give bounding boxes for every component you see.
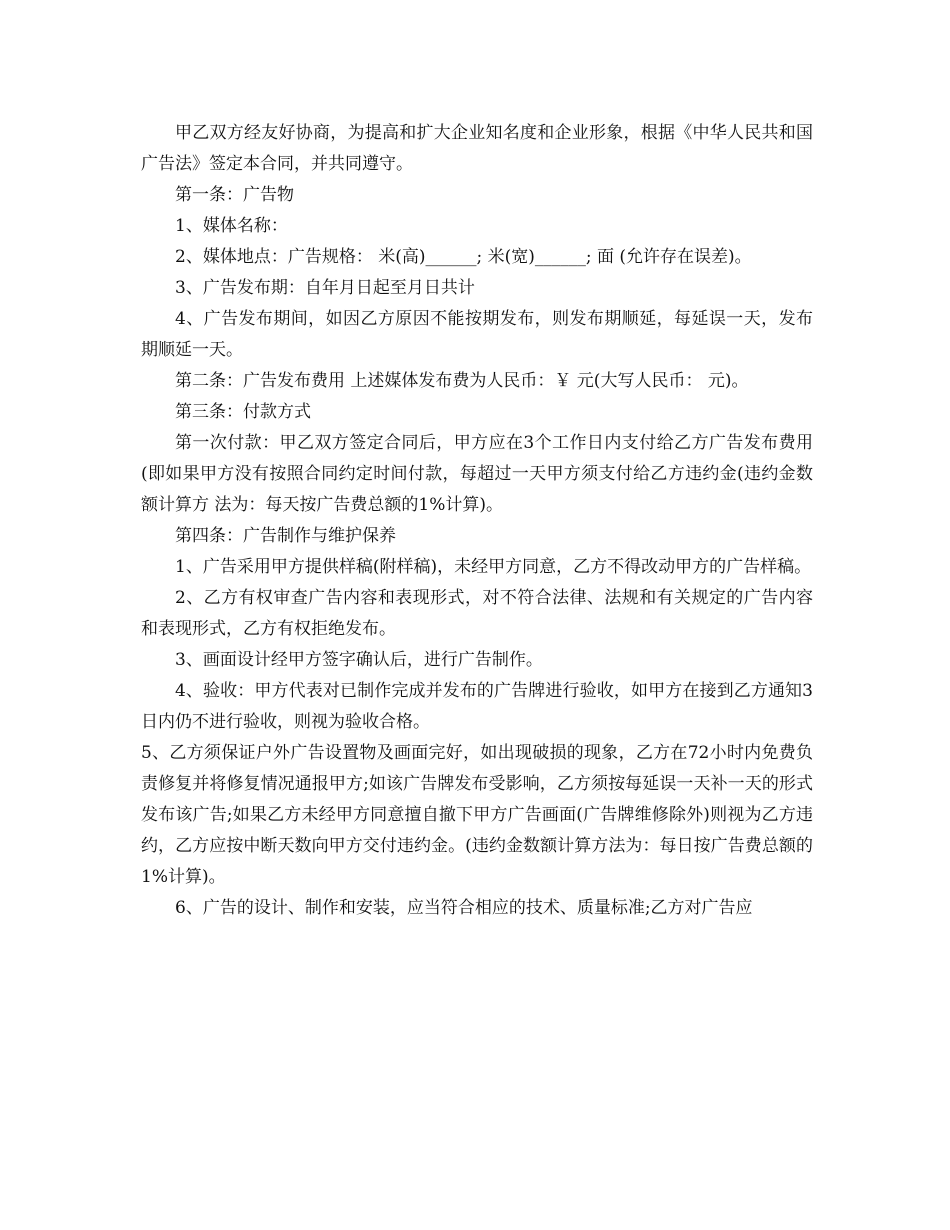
- article-3-heading: 第三条：付款方式: [175, 402, 311, 422]
- clause-media-location: 2、媒体地点：广告规格： 米(高)______; 米(宽)______; 面 (允许存在误差)。: [175, 247, 752, 267]
- clause-acceptance: 4、验收：甲方代表对已制作完成并发布的广告牌进行验收，如甲方在接到乙方通知3日内仍不进行验收，则视为验收合格。: [141, 681, 813, 732]
- clause-sample-draft: 1、广告采用甲方提供样稿(附样稿)，未经甲方同意，乙方不得改动甲方的广告样稿。: [175, 557, 812, 577]
- clause-maintenance: 5、乙方须保证户外广告设置物及画面完好，如出现破损的现象，乙方在72小时内免费负责修复并将修复情况通报甲方;如该广告牌发布受影响，乙方须按每延误一天补一天的形式发布该广告;如果乙方未经甲方同意擅自撤下甲方广告画面(广告牌维修除外)则视为乙方违约，乙方应按中断天数向甲方交付违约金。(违约金数额计算方法为：每日按广告费总额的1%计算)。: [141, 743, 813, 887]
- article-4-heading: 第四条：广告制作与维护保养: [175, 526, 396, 546]
- document-body: [141, 118, 813, 924]
- article-2-fee: 第二条：广告发布费用 上述媒体发布费为人民币：￥ 元(大写人民币： 元)。: [175, 371, 749, 391]
- clause-content-review: 2、乙方有权审查广告内容和表现形式，对不符合法律、法规和有关规定的广告内容和表现形式，乙方有权拒绝发布。: [141, 588, 813, 639]
- article-1-heading: 第一条：广告物: [175, 185, 294, 205]
- clause-design-confirm: 3、画面设计经甲方签字确认后，进行广告制作。: [175, 650, 543, 670]
- clause-first-payment: 第一次付款：甲乙双方签定合同后，甲方应在3个工作日内支付给乙方广告发布费用(即如果甲方没有按照合同约定时间付款，每超过一天甲方须支付给乙方违约金(违约金数额计算方 法为：每天按广告费总额的1%计算)。: [141, 433, 813, 515]
- paragraph-intro: 甲乙双方经友好协商，为提高和扩大企业知名度和企业形象，根据《中华人民共和国广告法》签定本合同，并共同遵守。: [141, 123, 813, 174]
- clause-standards: 6、广告的设计、制作和安装，应当符合相应的技术、质量标准;乙方对广告应: [175, 898, 753, 918]
- clause-media-name: 1、媒体名称：: [175, 216, 288, 236]
- clause-delay: 4、广告发布期间，如因乙方原因不能按期发布，则发布期顺延，每延误一天，发布期顺延一天。: [141, 309, 813, 360]
- clause-publish-period: 3、广告发布期：自年月日起至月日共计: [175, 278, 475, 298]
